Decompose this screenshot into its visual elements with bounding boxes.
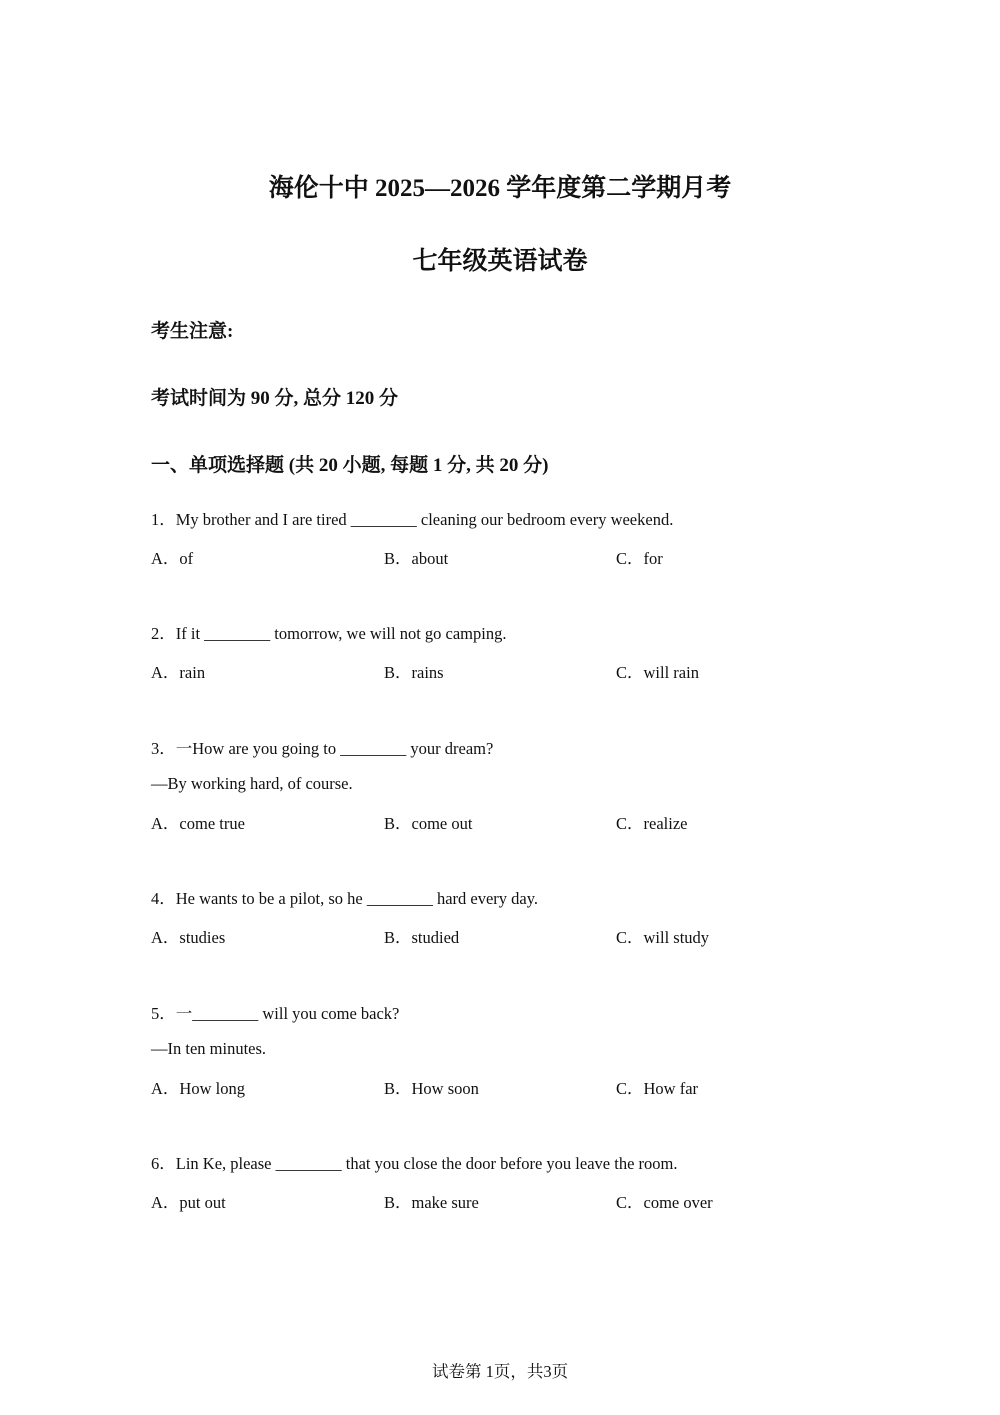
question-reply: —By working hard, of course. <box>151 774 353 793</box>
exam-subtitle: 七年级英语试卷 <box>412 248 588 275</box>
option-a: A．How long <box>151 1079 245 1098</box>
question-stem: 5．一________ will you come back? <box>151 1004 400 1023</box>
question-stem: 1．My brother and I are tired ________ cleaning our bedroom every weekend. <box>151 510 674 529</box>
exam-title: 海伦十中 2025—2026 学年度第二学期月考 <box>268 175 732 202</box>
option-a: A．of <box>151 549 194 568</box>
notice-text: 考试时间为 90 分, 总分 120 分 <box>151 388 399 409</box>
section-heading: 一、单项选择题 (共 20 小题, 每题 1 分, 共 20 分) <box>151 455 549 476</box>
option-b: B．How soon <box>384 1079 479 1098</box>
option-b: B．studied <box>384 928 460 947</box>
option-c: C．will rain <box>616 663 699 682</box>
option-c: C．for <box>616 549 663 568</box>
option-c: C．realize <box>616 814 688 833</box>
question-stem: 4．He wants to be a pilot, so he ________ hard every day. <box>151 889 539 908</box>
option-a: A．come true <box>151 814 245 833</box>
question-stem: 6．Lin Ke, please ________ that you close the door before you leave the room. <box>151 1154 678 1173</box>
option-a: A．studies <box>151 928 226 947</box>
option-a: A．rain <box>151 663 206 682</box>
question-reply: —In ten minutes. <box>151 1039 267 1058</box>
option-b: B．come out <box>384 814 473 833</box>
option-c: C．How far <box>616 1079 699 1098</box>
option-c: C．will study <box>616 928 710 947</box>
option-c: C．come over <box>616 1193 713 1212</box>
option-b: B．about <box>384 549 449 568</box>
page-footer: 试卷第 1页，共3页 <box>431 1362 569 1381</box>
notice-label: 考生注意: <box>151 321 234 342</box>
question-stem: 2．If it ________ tomorrow, we will not go camping. <box>151 624 507 643</box>
question-stem: 3．一How are you going to ________ your dream? <box>151 739 494 758</box>
option-b: B．make sure <box>384 1193 479 1212</box>
option-b: B．rains <box>384 663 444 682</box>
option-a: A．put out <box>151 1193 226 1212</box>
